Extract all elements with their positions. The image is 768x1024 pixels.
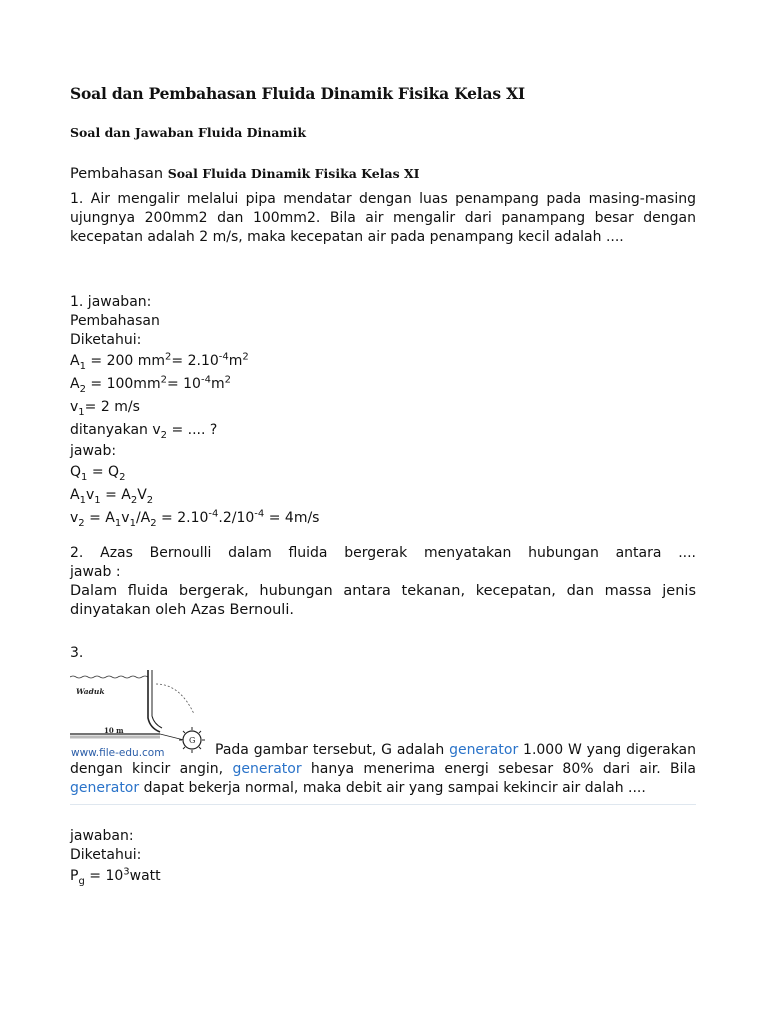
equation-pg: $P_g$ = $10^3watt$ (70, 866, 161, 887)
document-subtitle: Soal dan Jawaban Fluida Dinamik (70, 125, 307, 140)
diketahui-label: Diketahui: (70, 332, 142, 348)
question-3 (70, 644, 696, 888)
question-2-answer: Dalam fluida bergerak, hubungan antara tekanan, kecepatan, dan massa jenis dinyatakan oleh Azas Bernouli. (70, 583, 696, 618)
heading-prefix: Pembahasan (70, 166, 164, 182)
diketahui-3-label: Diketahui: (70, 847, 142, 863)
result-value: 4m/s (284, 510, 320, 526)
heading-rest: Soal Fluida Dinamik Fisika Kelas XI (167, 166, 420, 181)
figure-label-generator: G (189, 736, 196, 745)
ditanyakan-text: ditanyakan v (70, 422, 161, 438)
equation-av: $A_1v_1 = A_2V_2$ (70, 487, 154, 506)
question-3-text: Pada gambar tersebut, G adalah generator 1.000 W yang digerakan dengan kincir angin, generator hanya menerima energi sebesar 80% dari air. Bila generator dapat bekerja normal, maka debit air yang sampai kekincir air dalah .... (70, 742, 697, 796)
answer-3-label: jawaban: (70, 828, 134, 844)
question-3-answer (70, 827, 696, 888)
document-page (70, 84, 696, 888)
question-1-text: 1. Air mengalir melalui pipa mendatar dengan luas penampang pada masing-masing ujungnya 200mm2 dan 100mm2. Bila air mengalir dari panampang besar dengan kecepatan adalah 2 m/s, maka kecepatan air pada penampang kecil adalah .... (70, 191, 696, 245)
question-1-answer (70, 293, 696, 530)
question-2 (70, 544, 696, 620)
section-heading (70, 166, 696, 182)
equation-asked: ditanyakan $v_2$ = .... ? (70, 422, 218, 441)
figure-watermark: www.file-edu.com (71, 747, 165, 759)
figure-label-waduk: Waduk (76, 687, 105, 696)
jawab-label: jawab: (70, 443, 117, 459)
document-title: Soal dan Pembahasan Fluida Dinamik Fisika Kelas XI (70, 84, 525, 103)
question-3-number: 3. (70, 645, 84, 661)
pembahasan-label: Pembahasan (70, 313, 160, 329)
equation-result: $v_2 = A_1v_1/A_2 = 2.10^{-4}.2/10^{-4} = 4m/s$ (70, 508, 320, 529)
generator-link-3[interactable]: generator (70, 780, 140, 796)
generator-link-1[interactable]: generator (449, 742, 519, 758)
question-3-figure-row (70, 663, 696, 759)
equation-a2: $A_2 = 100mm^2= 10^{-4}m^2$ (70, 374, 231, 395)
section-divider (70, 804, 696, 805)
answer-1-label: 1. jawaban: (70, 294, 152, 310)
generator-link-2[interactable]: generator (232, 761, 302, 777)
reservoir-generator-figure (70, 668, 210, 759)
question-2-text: 2. Azas Bernoulli dalam fluida bergerak menyatakan hubungan antara .... (70, 545, 696, 561)
figure-label-height: 10 m (104, 726, 124, 735)
equation-a1: $A_1 = 200$ $mm^2= 2.10^{-4}m^2$ (70, 351, 249, 372)
question-2-jawab: jawab : (70, 564, 121, 580)
equation-q: $Q_1 = Q_2$ (70, 464, 126, 483)
equation-v1: $v_1= 2$ m/s (70, 399, 140, 418)
pg-unit: watt (129, 868, 161, 884)
